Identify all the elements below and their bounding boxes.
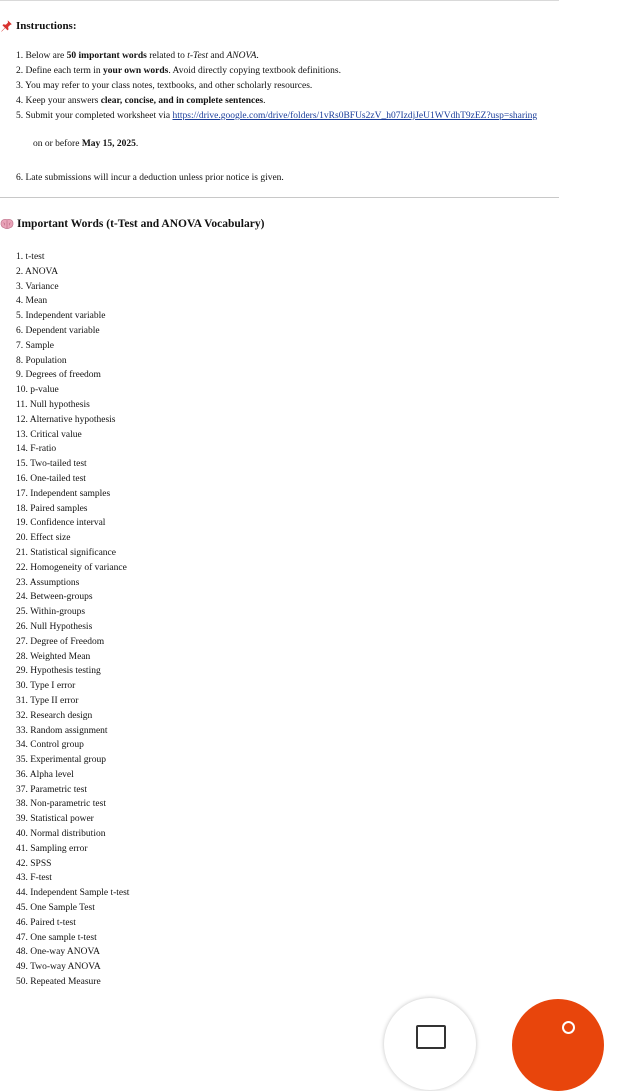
- section-divider: [0, 197, 559, 198]
- vocabulary-word: 18. Paired samples: [16, 503, 88, 514]
- vocabulary-word: 11. Null hypothesis: [16, 399, 90, 410]
- vocabulary-word: 12. Alternative hypothesis: [16, 414, 116, 425]
- vocabulary-word: 35. Experimental group: [16, 755, 106, 766]
- vocabulary-word: 42. SPSS: [16, 858, 52, 869]
- vocabulary-word: 46. Paired t-test: [16, 917, 76, 928]
- vocabulary-word: 15. Two-tailed test: [16, 459, 87, 470]
- vocabulary-word: 26. Null Hypothesis: [16, 621, 93, 632]
- search-button[interactable]: [512, 999, 604, 1091]
- vocabulary-word: 13. Critical value: [16, 429, 82, 440]
- instructions-heading: Instructions:: [0, 19, 77, 32]
- vocabulary-word: 22. Homogeneity of variance: [16, 562, 127, 573]
- deadline-line: on or before May 15, 2025.: [33, 139, 139, 149]
- vocabulary-word: 32. Research design: [16, 710, 93, 721]
- vocabulary-word: 10. p-value: [16, 385, 59, 396]
- window-button[interactable]: [384, 998, 476, 1090]
- vocabulary-word: 24. Between-groups: [16, 592, 93, 603]
- vocabulary-word: 49. Two-way ANOVA: [16, 962, 101, 973]
- vocabulary-list: [16, 250, 129, 990]
- vocabulary-word: 50. Repeated Measure: [16, 977, 101, 988]
- vocabulary-word: 14. F-ratio: [16, 444, 57, 455]
- vocabulary-word: 34. Control group: [16, 740, 84, 751]
- vocabulary-word: 17. Independent samples: [16, 488, 111, 499]
- vocabulary-word: 47. One sample t-test: [16, 932, 97, 943]
- vocabulary-word: 25. Within-groups: [16, 607, 86, 618]
- vocabulary-word: 45. One Sample Test: [16, 903, 95, 914]
- top-divider: [0, 0, 559, 1]
- vocabulary-word: 28. Weighted Mean: [16, 651, 91, 662]
- vocabulary-word: 23. Assumptions: [16, 577, 80, 588]
- window-icon: [416, 1025, 446, 1049]
- instruction-item-2: 2. Define each term in your own words. Avoid directly copying textbook definitions.: [16, 66, 341, 76]
- vocabulary-word: 9. Degrees of freedom: [16, 370, 101, 381]
- vocabulary-word: 39. Statistical power: [16, 814, 94, 825]
- brain-icon: [0, 218, 14, 230]
- instruction-item-3: 3. You may refer to your class notes, textbooks, and other scholarly resources.: [16, 81, 313, 91]
- vocabulary-word: 7. Sample: [16, 340, 54, 351]
- vocabulary-word: 48. One-way ANOVA: [16, 947, 100, 958]
- vocabulary-word: 38. Non-parametric test: [16, 799, 106, 810]
- vocabulary-word: 16. One-tailed test: [16, 473, 86, 484]
- submission-link[interactable]: https://drive.google.com/drive/folders/1vRs0BFUs2zV_h07IzdjJeU1WVdhT9zEZ?usp=sharing: [172, 111, 538, 121]
- vocabulary-word: 19. Confidence interval: [16, 518, 106, 529]
- vocabulary-word: 4. Mean: [16, 296, 48, 307]
- pushpin-icon: [0, 19, 13, 32]
- vocabulary-word: 41. Sampling error: [16, 843, 88, 854]
- vocabulary-word: 33. Random assignment: [16, 725, 108, 736]
- vocabulary-heading: Important Words (t-Test and ANOVA Vocabulary): [0, 218, 264, 230]
- instruction-item-4: 4. Keep your answers clear, concise, and in complete sentences.: [16, 96, 266, 106]
- vocabulary-word: 8. Population: [16, 355, 67, 366]
- instruction-item-6: 6. Late submissions will incur a deduction unless prior notice is given.: [16, 173, 284, 183]
- vocabulary-word: 3. Variance: [16, 281, 59, 292]
- instruction-item-1: 1. Below are 50 important words related to t-Test and ANOVA.: [16, 51, 259, 61]
- vocabulary-word: 21. Statistical significance: [16, 547, 116, 558]
- vocabulary-word: 6. Dependent variable: [16, 325, 100, 336]
- vocabulary-word: 40. Normal distribution: [16, 829, 106, 840]
- vocabulary-word: 27. Degree of Freedom: [16, 636, 105, 647]
- vocabulary-word: 30. Type I error: [16, 681, 76, 692]
- vocabulary-word: 36. Alpha level: [16, 769, 74, 780]
- vocabulary-word: 44. Independent Sample t-test: [16, 888, 130, 899]
- vocabulary-word: 43. F-test: [16, 873, 52, 884]
- vocabulary-word: 20. Effect size: [16, 533, 71, 544]
- vocabulary-word: 37. Parametric test: [16, 784, 87, 795]
- vocabulary-word: 31. Type II error: [16, 695, 79, 706]
- vocabulary-word: 29. Hypothesis testing: [16, 666, 101, 677]
- vocabulary-word: 1. t-test: [16, 252, 45, 262]
- search-icon: [562, 1021, 575, 1034]
- instruction-item-5: 5. Submit your completed worksheet via https://drive.google.com/drive/folders/1vRs0BFUs2zV_h07IzdjJeU1WVdhT9zEZ?usp=sharing: [16, 111, 538, 121]
- vocabulary-word: 5. Independent variable: [16, 311, 106, 322]
- vocabulary-word: 2. ANOVA: [16, 266, 59, 277]
